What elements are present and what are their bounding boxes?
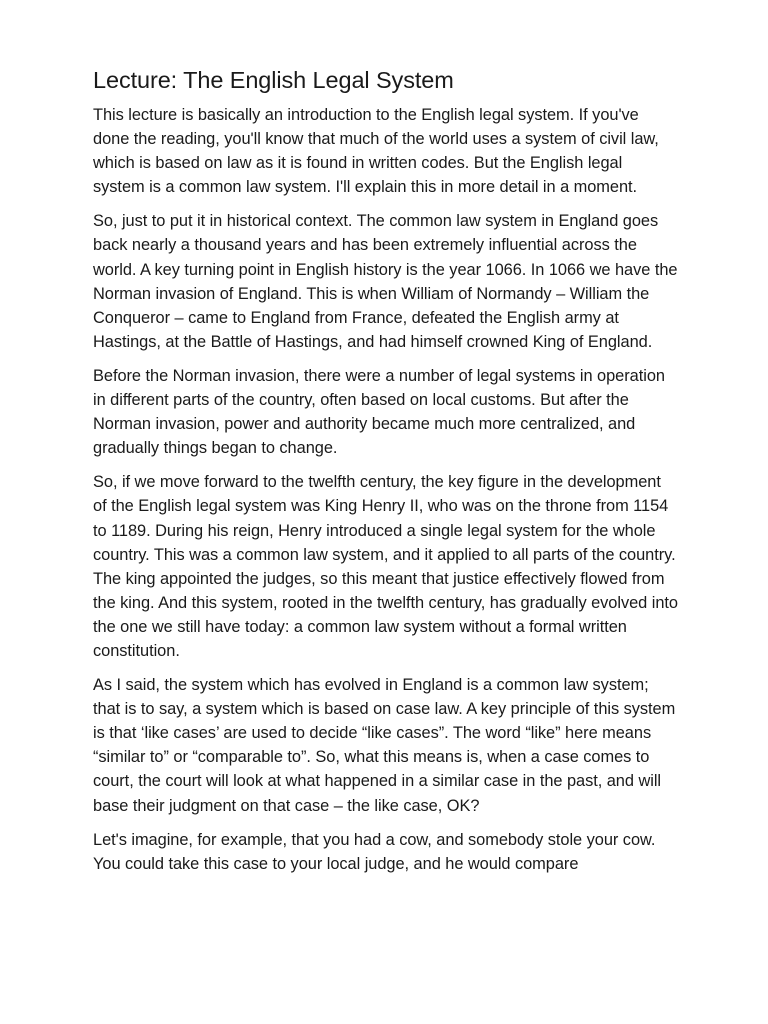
paragraph-cow-example: Let's imagine, for example, that you had a cow, and somebody stole your cow. You could take this case to your local judge, and he would compare [93,830,656,873]
paragraph-intro: This lecture is basically an introduction to the English legal system. If you've done the reading, you'll know that much of the world uses a system of civil law, which is based on law as it is found in written codes. But the English legal system is a common law system. I'll explain this in more detail in a moment. [93,106,659,197]
paragraph-twelfth-century: So, if we move forward to the twelfth century, the key figure in the development of the English legal system was King Henry II, who was on the throne from 1154 to 1189. During his reign, Henry introduced a single legal system for the whole country. This was a common law system, and it applied to all parts of the country. The king appointed the judges, so this meant that justice effectively flowed from the king. And this system, rooted in the twelfth century, has gradually evolved into the one we still have today: a common law system without a formal written constitution. [93,473,678,660]
page-title: Lecture: The English Legal System [93,67,454,93]
paragraph-before-norman-invasion: Before the Norman invasion, there were a number of legal systems in operation in different parts of the country, often based on local customs. But after the Norman invasion, power and authority became much more centralized, and gradually things began to change. [93,366,665,458]
paragraph-case-law: As I said, the system which has evolved in England is a common law system; that is to say, a system which is based on case law. A key principle of this system is that ‘like cases’ are used to decide “like cases”. The word “like” here means “similar to” or “comparable to”. So, what this means is, when a case comes to court, the court will look at what happened in a similar case in the past, and will base their judgment on that case – the like case, OK? [93,676,676,815]
document-body [93,64,678,886]
paragraph-historical-context: So, just to put it in historical context. The common law system in England goes back nearly a thousand years and has been extremely influential across the world. A key turning point in English history is the year 1066. In 1066 we have the Norman invasion of England. This is when William of Normandy – William the Conqueror – came to England from France, defeated the English army at Hastings, at the Battle of Hastings, and had himself crowned King of England. [93,212,678,351]
